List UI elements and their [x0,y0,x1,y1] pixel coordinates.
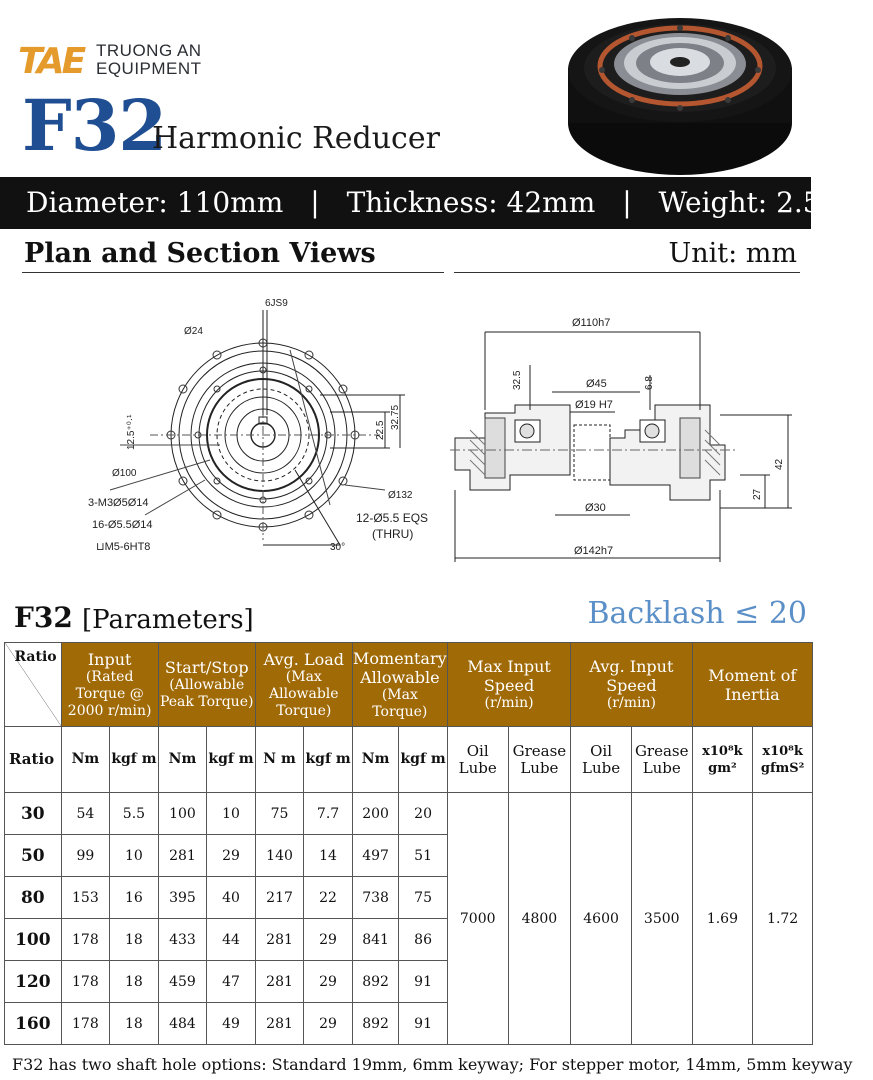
avgspeed-header: Avg. Input Speed (r/min) [571,643,692,727]
product-photo [562,8,798,178]
unit-grease: Grease Lube [508,727,571,793]
unit-nm: Nm [158,727,207,793]
value-cell-ss-kgf: 49 [207,1003,256,1045]
value-cell-al-nm: 281 [255,1003,304,1045]
section-dim32-label: 32.5 [512,370,523,390]
plan-dim22-label: 22.5 [375,420,386,440]
value-cell-mo-kgf: 91 [399,1003,448,1045]
ratio-cell: 160 [5,1003,62,1045]
plan-d132-label: Ø132 [388,490,413,501]
shared-cell-inertia1: 1.69 [692,793,753,1045]
value-cell-in-kgf: 18 [110,961,159,1003]
value-cell-mo-kgf: 86 [399,919,448,961]
value-cell-al-kgf: 14 [304,835,353,877]
plan-holes16-label: 16-Ø5.5Ø14 [92,519,153,531]
value-cell-ss-nm: 100 [158,793,207,835]
shared-cell-max-grease: 4800 [508,793,571,1045]
value-cell-al-nm: 281 [255,961,304,1003]
value-cell-al-nm: 217 [255,877,304,919]
value-cell-mo-kgf: 20 [399,793,448,835]
shared-cell-avg-grease: 3500 [631,793,692,1045]
value-cell-ss-kgf: 47 [207,961,256,1003]
section-d19-label: Ø19 H7 [575,399,613,411]
plan-view [88,298,428,553]
brand-logo [18,42,218,82]
value-cell-in-nm: 153 [61,877,110,919]
value-cell-al-nm: 140 [255,835,304,877]
spec-separator: | [310,186,320,219]
value-cell-in-nm: 178 [61,1003,110,1045]
spec-diameter: Diameter: 110mm [26,186,284,219]
value-cell-ss-nm: 459 [158,961,207,1003]
startstop-header: Start/Stop (Allowable Peak Torque) [158,643,255,727]
section-view [450,317,792,562]
value-cell-in-kgf: 16 [110,877,159,919]
value-cell-mo-kgf: 51 [399,835,448,877]
unit-grease: Grease Lube [631,727,692,793]
plan-key-label: 6JS9 [265,298,288,309]
value-cell-ss-kgf: 29 [207,835,256,877]
spec-weight: Weight: 2.54kg [658,186,873,219]
footnote: F32 has two shaft hole options: Standard 19mm, 6mm keyway; For stepper motor, 14mm, 5mm keyway [12,1055,853,1074]
value-cell-in-nm: 54 [61,793,110,835]
unit-kgfm: kgf m [110,727,159,793]
section-dim6-label: 6.8 [644,376,655,390]
value-cell-mo-nm: 841 [352,919,399,961]
plan-d24-label: Ø24 [184,326,203,337]
views-title: Plan and Section Views [24,238,376,269]
spec-thickness: Thickness: 42mm [346,186,596,219]
section-d142-label: Ø142h7 [574,545,614,557]
value-cell-ss-kgf: 44 [207,919,256,961]
value-cell-al-kgf: 29 [304,919,353,961]
parameters-model: F32 [14,601,73,634]
parameters-title: [Parameters] [82,605,254,635]
value-cell-al-nm: 75 [255,793,304,835]
spec-separator: | [622,186,632,219]
unit-kgfm: kgf m [399,727,448,793]
unit-nm: Nm [352,727,399,793]
logo-name-line1: TRUONG AN [96,41,202,60]
plan-dim125-label: 12.5⁺⁰·¹ [126,414,137,450]
ratio-header-top: Ratio [14,649,57,665]
unit-nm: N m [255,727,304,793]
table-row [5,793,813,835]
ratio-cell: 120 [5,961,62,1003]
momentary-header: Momentary Allowable (Max Torque) [352,643,447,727]
backlash-label: Backlash ≤ 20 [587,596,807,631]
value-cell-al-kgf: 7.7 [304,793,353,835]
value-cell-al-kgf: 29 [304,961,353,1003]
section-dim27-label: 27 [752,488,763,500]
divider [454,272,800,273]
unit-inertia1: x10⁸k gm² [692,727,753,793]
value-cell-in-kgf: 18 [110,919,159,961]
value-cell-in-kgf: 18 [110,1003,159,1045]
value-cell-ss-nm: 484 [158,1003,207,1045]
value-cell-mo-nm: 497 [352,835,399,877]
input-header: Input (Rated Torque @ 2000 r/min) [61,643,158,727]
value-cell-ss-kgf: 10 [207,793,256,835]
plan-d100-label: Ø100 [112,468,137,479]
plan-thru-label: (THRU) [372,527,414,541]
logo-mark: TAE [18,41,84,82]
plan-thread-label: ⊔M5-6HT8 [96,541,151,553]
shared-cell-avg-oil: 4600 [571,793,632,1045]
shared-cell-max-oil: 7000 [447,793,508,1045]
plan-dim32-label: 32.75 [390,404,401,430]
spec-bar [0,177,873,229]
divider [22,272,444,273]
ratio-cell: 50 [5,835,62,877]
ratio-cell: 100 [5,919,62,961]
unit-nm: Nm [61,727,110,793]
section-d110-label: Ø110h7 [572,317,611,329]
ratio-cell: 30 [5,793,62,835]
value-cell-in-kgf: 5.5 [110,793,159,835]
value-cell-mo-nm: 738 [352,877,399,919]
logo-name-line2: EQUIPMENT [96,59,202,78]
logo-name [96,42,202,78]
maxspeed-header: Max Input Speed (r/min) [447,643,570,727]
value-cell-in-nm: 178 [61,919,110,961]
value-cell-in-nm: 178 [61,961,110,1003]
value-cell-mo-nm: 892 [352,961,399,1003]
product-subtitle: Harmonic Reducer [152,121,440,156]
value-cell-al-kgf: 29 [304,1003,353,1045]
value-cell-al-kgf: 22 [304,877,353,919]
ratio-cell: 80 [5,877,62,919]
parameters-table [4,642,813,1045]
unit-kgfm: kgf m [304,727,353,793]
plan-holes3-label: 3-M3Ø5Ø14 [88,497,149,509]
plan-holes12-label: 12-Ø5.5 EQS [356,511,429,525]
value-cell-mo-kgf: 75 [399,877,448,919]
value-cell-ss-nm: 395 [158,877,207,919]
value-cell-in-kgf: 10 [110,835,159,877]
inertia-header: Moment of Inertia [692,643,812,727]
section-dim42-label: 42 [774,458,785,470]
unit-label: Unit: mm [668,238,797,269]
unit-oil: Oil Lube [447,727,508,793]
unit-kgfm: kgf m [207,727,256,793]
ratio-corner-header [5,643,62,727]
value-cell-mo-kgf: 91 [399,961,448,1003]
technical-drawing [0,290,819,590]
value-cell-mo-nm: 892 [352,1003,399,1045]
value-cell-in-nm: 99 [61,835,110,877]
shared-cell-inertia2: 1.72 [753,793,813,1045]
value-cell-mo-nm: 200 [352,793,399,835]
value-cell-ss-kgf: 40 [207,877,256,919]
ratio-header-side: Ratio [5,727,62,793]
value-cell-al-nm: 281 [255,919,304,961]
value-cell-ss-nm: 281 [158,835,207,877]
section-d30-label: Ø30 [585,502,606,514]
value-cell-ss-nm: 433 [158,919,207,961]
avgload-header: Avg. Load (Max Allowable Torque) [255,643,352,727]
plan-angle-label: 30° [330,542,346,553]
model-title: F32 [22,84,167,167]
unit-oil: Oil Lube [571,727,632,793]
unit-inertia2: x10⁸k gfmS² [753,727,813,793]
section-d45-label: Ø45 [586,378,607,390]
